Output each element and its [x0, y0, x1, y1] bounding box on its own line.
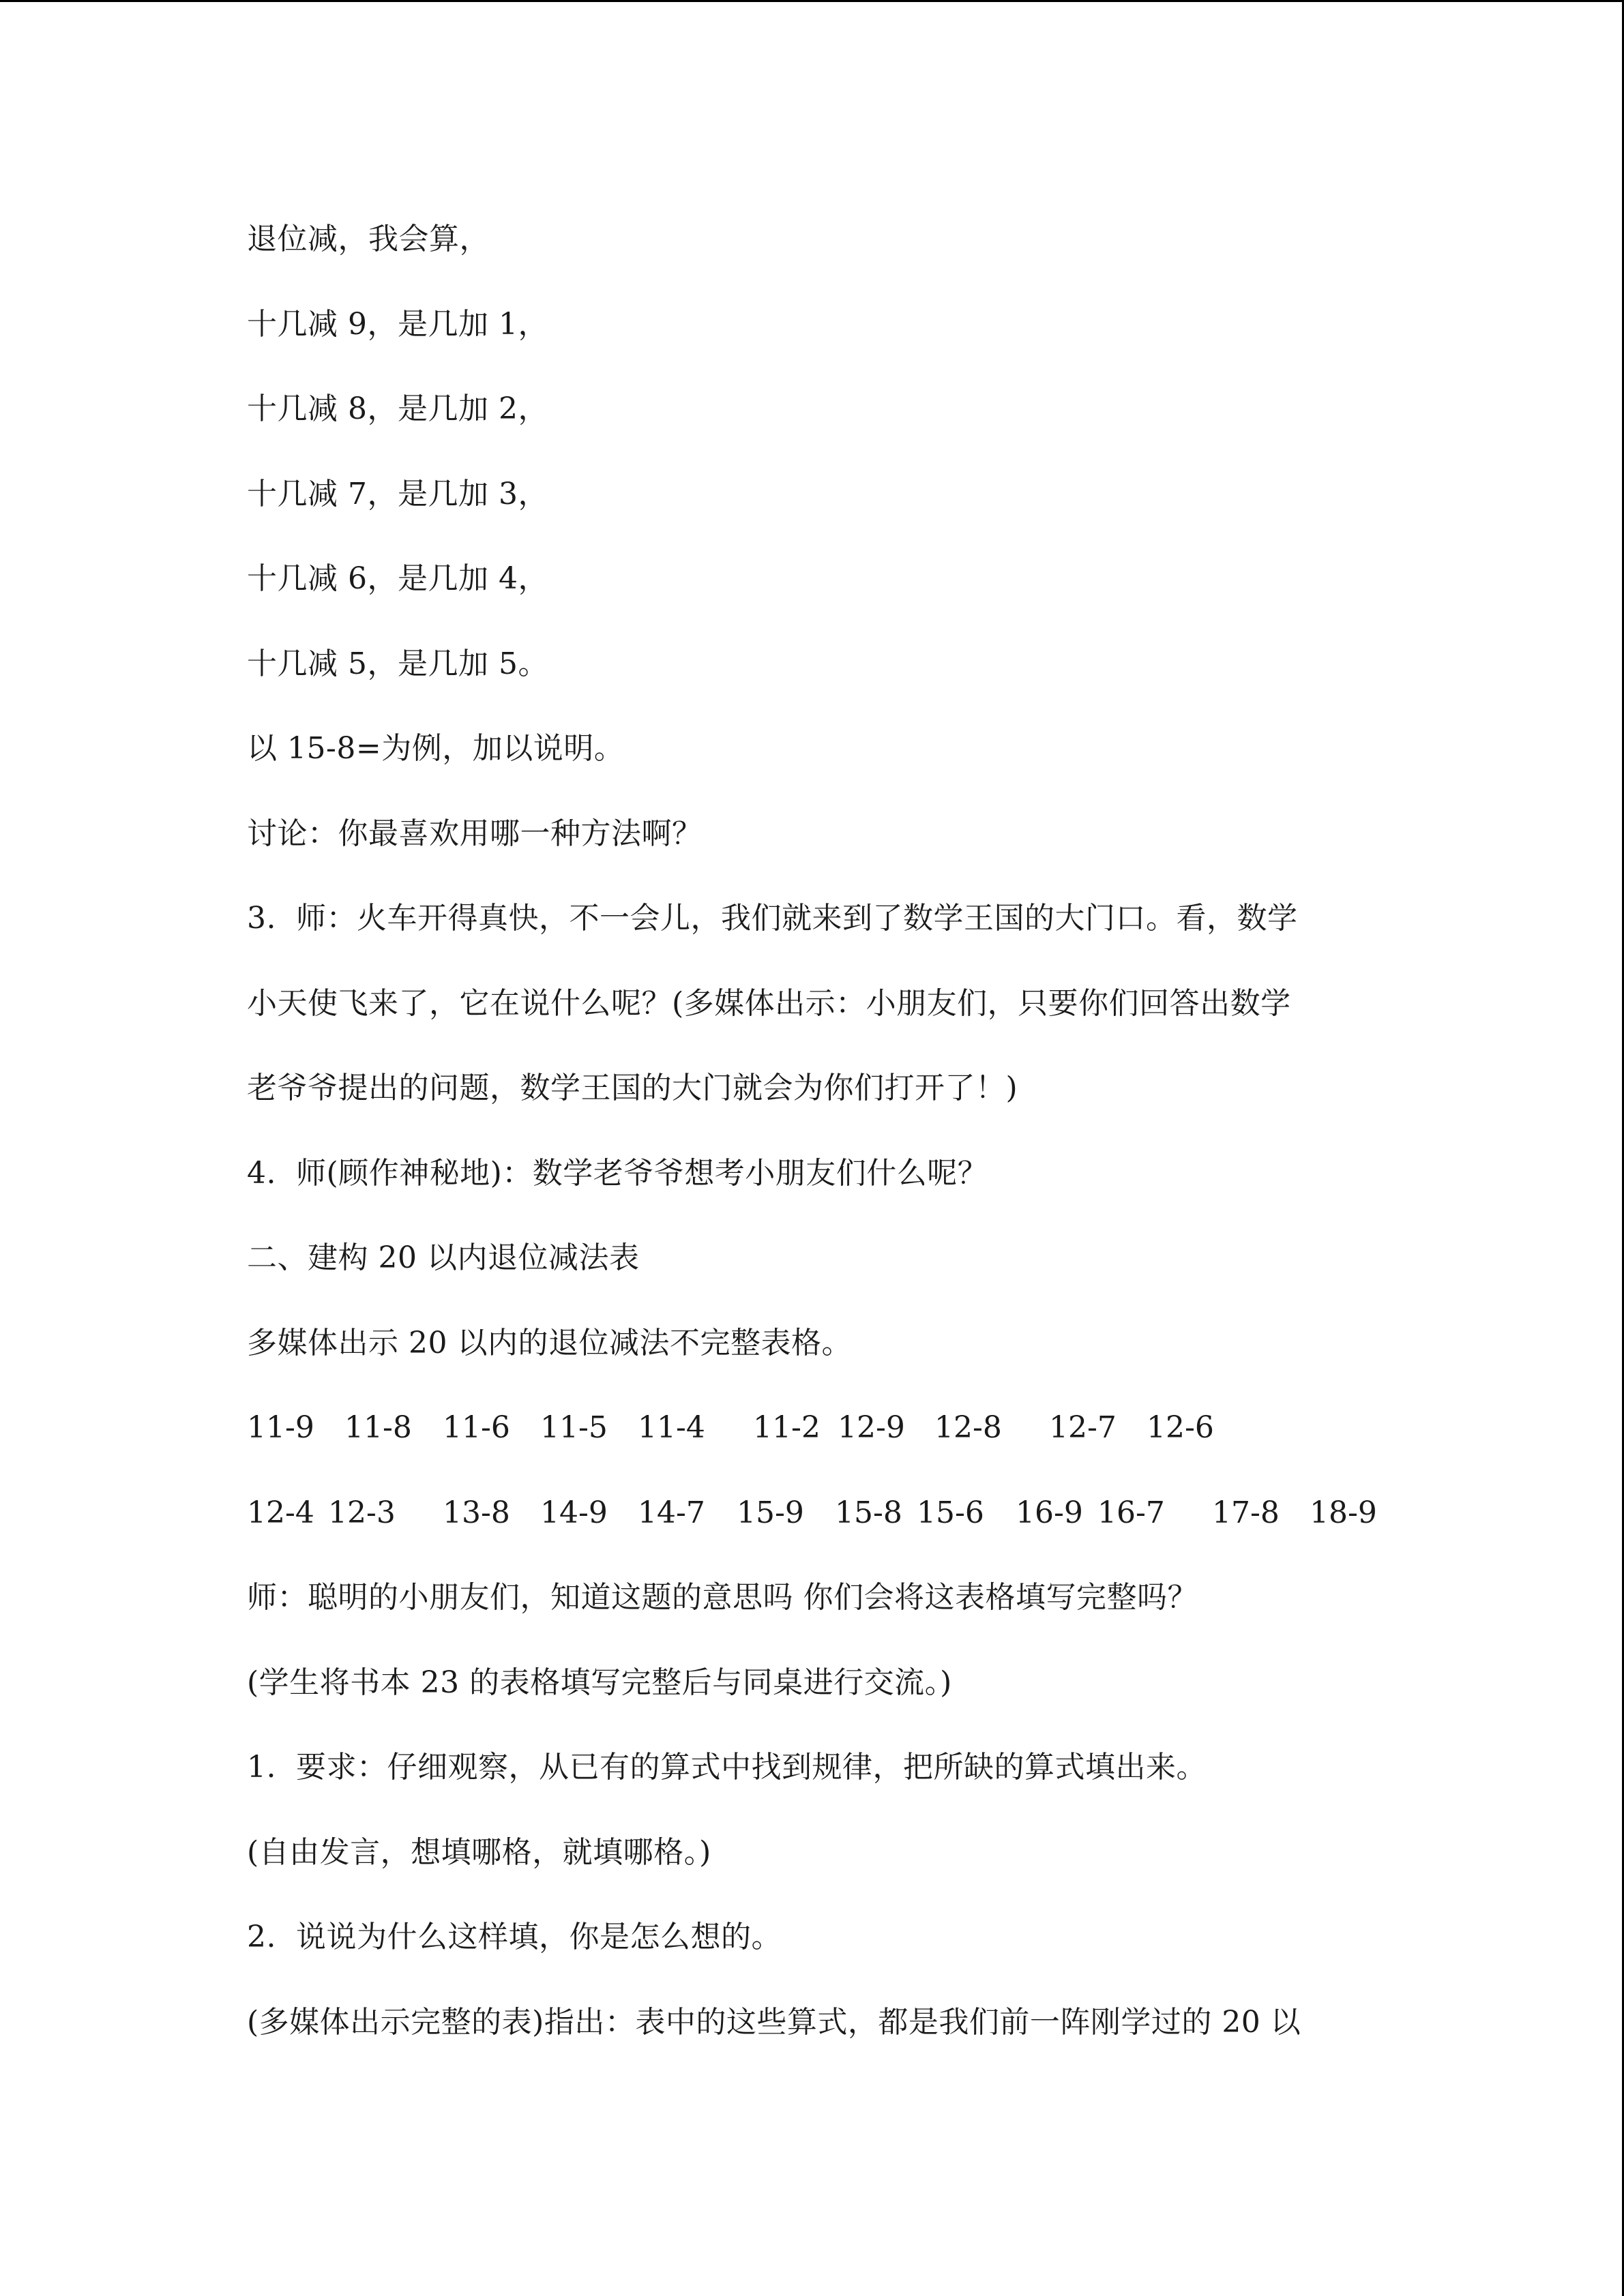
text-line: (自由发言，想填哪格，就填哪格。)	[247, 1834, 711, 1870]
expression: 18-9	[1310, 1495, 1377, 1530]
expression: 15-8	[835, 1495, 902, 1530]
text-line: 师：聪明的小朋友们，知道这题的意思吗 你们会将这表格填写完整吗？	[247, 1580, 1198, 1615]
expression: 12-6	[1147, 1410, 1214, 1445]
expression: 13-8	[443, 1495, 510, 1530]
expression-row-1	[247, 1405, 1379, 1491]
text-line: 讨论：你最喜欢用哪一种方法啊？	[247, 816, 703, 851]
expression: 11-6	[443, 1410, 510, 1445]
expression: 12-4	[247, 1495, 314, 1530]
expression-row-2	[247, 1491, 1379, 1576]
expression: 16-9	[1016, 1495, 1083, 1530]
text-line: 1. 要求：仔细观察，从已有的算式中找到规律，把所缺的算式填出来。	[247, 1750, 1207, 1785]
expression: 14-7	[638, 1495, 705, 1530]
expression: 16-7	[1097, 1495, 1165, 1530]
text-line: (学生将书本 23 的表格填写完整后与同桌进行交流。)	[247, 1665, 952, 1700]
text-line: 十几减 8，是几加 2，	[247, 391, 548, 426]
section-heading: 二、建构 20 以内退位减法表	[247, 1240, 640, 1275]
text-line: 小天使飞来了，它在说什么呢？(多媒体出示：小朋友们，只要你们回答出数学	[247, 985, 1291, 1021]
expression: 11-8	[344, 1410, 412, 1445]
expression: 12-8	[934, 1410, 1002, 1445]
text-line: 多媒体出示 20 以内的退位减法不完整表格。	[247, 1325, 852, 1360]
expression: 12-9	[838, 1410, 905, 1445]
text-line: (多媒体出示完整的表)指出：表中的这些算式，都是我们前一阵刚学过的 20 以	[247, 2004, 1301, 2040]
page-top-border	[0, 0, 1624, 2]
text-line: 退位减，我会算，	[247, 222, 490, 256]
text-line: 十几减 5，是几加 5。	[247, 646, 548, 681]
document-body	[247, 217, 1379, 2085]
expression: 14-9	[540, 1495, 608, 1530]
text-line: 4. 师(顾作神秘地)：数学老爷爷想考小朋友们什么呢？	[247, 1155, 988, 1191]
text-line: 十几减 6，是几加 4，	[247, 561, 548, 596]
text-line: 3. 师：火车开得真快，不一会儿，我们就来到了数学王国的大门口。看，数学	[247, 901, 1298, 936]
text-line: 十几减 9，是几加 1，	[247, 306, 548, 342]
expression: 11-5	[540, 1410, 608, 1445]
text-line: 2. 说说为什么这样填，你是怎么想的。	[247, 1920, 782, 1954]
expression: 15-6	[917, 1495, 984, 1530]
text-line: 以 15-8=为例，加以说明。	[247, 731, 625, 766]
expression: 11-4	[638, 1410, 705, 1445]
expression: 12-7	[1049, 1410, 1117, 1445]
expression: 15-9	[737, 1495, 804, 1530]
text-line: 老爷爷提出的问题，数学王国的大门就会为你们打开了！)	[247, 1071, 1018, 1105]
text-line: 十几减 7，是几加 3，	[247, 476, 548, 511]
expression: 12-3	[328, 1495, 396, 1530]
expression: 17-8	[1212, 1495, 1280, 1530]
expression: 11-2	[753, 1410, 821, 1445]
expression: 11-9	[247, 1410, 314, 1445]
